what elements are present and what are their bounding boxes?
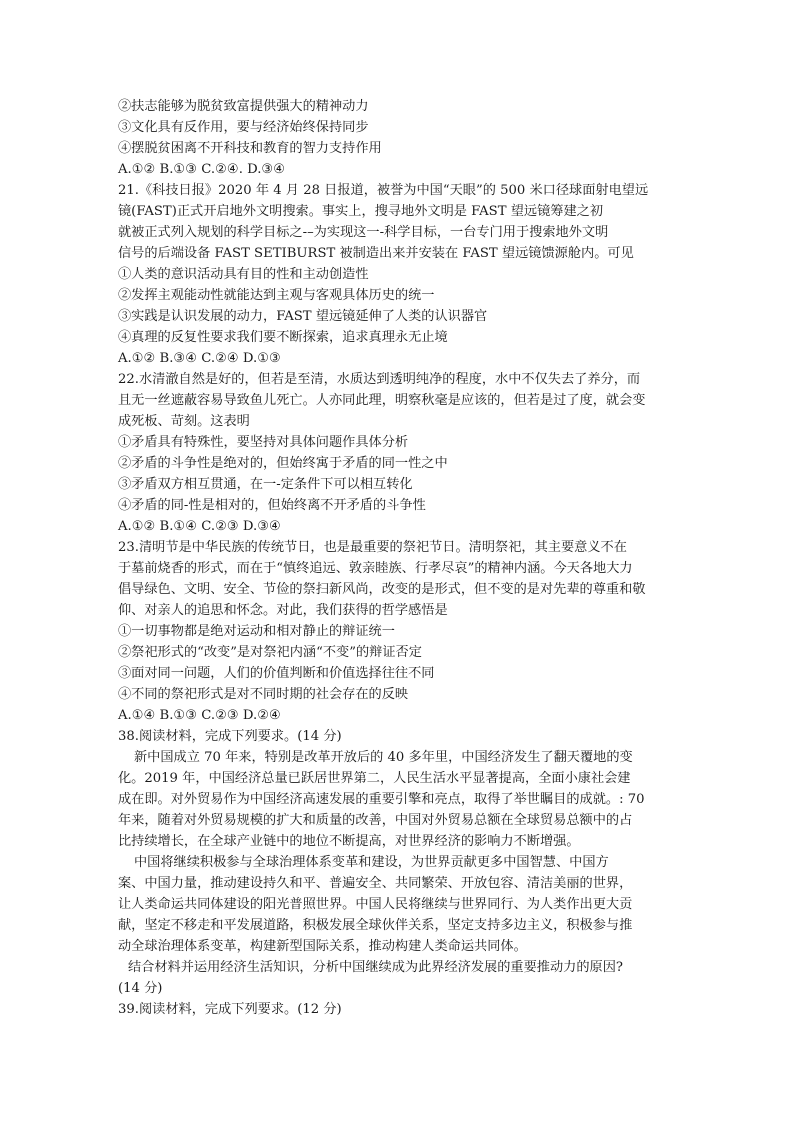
question-23-stem: 于墓前烧香的形式，而在于“慎终追远、敦亲睦族、行孝尽哀”的精神内涵。今天各地大力	[118, 561, 633, 576]
question-21-stem: 镜(FAST)正式开启地外文明搜索。事实上，搜寻地外文明是 FAST 望远镜筹建之初	[118, 204, 604, 219]
option-line: ④摆脱贫困离不开科技和教育的智力支持作用	[118, 141, 382, 156]
question-38-heading: 38.阅读材料，完成下列要求。(14 分)	[118, 729, 342, 744]
question-23-stem: 仰、对亲人的追思和怀念。对此，我们获得的哲学感悟是	[118, 603, 448, 618]
material-paragraph: 年来，随着对外贸易规模的扩大和质量的改善，中国对外贸易总额在全球贸易总额中的占	[118, 813, 633, 828]
option-line: ②祭祀形式的“改变”是对祭祀内涵“不变”的辩证否定	[118, 645, 422, 660]
question-21-stem: 信号的后端设备 FAST SETIBURST 被制造出来并安装在 FAST 望远镜馈源舱内。可见	[118, 246, 634, 261]
option-line: ③实践是认识发展的动力，FAST 望远镜延伸了人类的认识器官	[118, 309, 488, 324]
material-paragraph: 案、中国力量，推动建设持久和平、普遍安全、共同繁荣、开放包容、清洁美丽的世界，	[118, 876, 633, 891]
option-line: ③矛盾双方相互贯通，在一-定条件下可以相互转化	[118, 477, 413, 492]
question-38-score: (14 分)	[118, 981, 163, 996]
answer-choices: A.①④ B.①③ C.②③ D.②④	[118, 708, 281, 723]
option-line: ③文化具有反作用，要与经济始终保持同步	[118, 120, 369, 135]
question-22-stem: 成死板、苛刻。这表明	[118, 414, 250, 429]
exam-text	[118, 96, 678, 1020]
option-line: ④不同的祭祀形式是对不同时期的社会存在的反映	[118, 687, 409, 702]
material-paragraph: 中国将继续积极参与全球治理体系变革和建设，为世界贡献更多中国智慧、中国方	[134, 855, 609, 870]
question-22-stem: 22.水清澈自然是好的，但若是至清，水质达到透明纯净的程度，水中不仅失去了养分，而	[118, 372, 641, 387]
option-line: ②发挥主观能动性就能达到主观与客观具体历史的统一	[118, 288, 435, 303]
option-line: ④矛盾的同-性是相对的，但始终离不开矛盾的斗争性	[118, 498, 426, 513]
material-paragraph: 化。2019 年，中国经济总量已跃居世界第二，人民生活水平显著提高，全面小康社会建	[118, 771, 631, 786]
answer-choices: A.①② B.①③ C.②④. D.③④	[118, 162, 286, 177]
option-line: ②扶志能够为脱贫致富提供强大的精神动力	[118, 99, 369, 114]
answer-choices: A.①② B.①④ C.②③ D.③④	[118, 519, 281, 534]
material-paragraph: 比持续增长，在全球产业链中的地位不断提高，对世界经济的影响力不断增强。	[118, 834, 580, 849]
question-21-stem: 21.《科技日报》2020 年 4 月 28 日报道，被誉为中国“天眼”的 500 米口径球面射电望远	[118, 183, 649, 198]
material-paragraph: 新中国成立 70 年来，特别是改革开放后的 40 多年里，中国经济发生了翻天覆地的变	[134, 750, 633, 765]
material-paragraph: 成在即。对外贸易作为中国经济高速发展的重要引擎和亮点，取得了举世瞩目的成就。: 70	[118, 792, 645, 807]
question-39-heading: 39.阅读材料，完成下列要求。(12 分)	[118, 1002, 342, 1017]
material-paragraph: 让人类命运共同体建设的阳光普照世界。中国人民将继续与世界同行、为人类作出更大贡	[118, 897, 633, 912]
option-line: ①矛盾具有特殊性，要坚持对具体问题作具体分析	[118, 435, 409, 450]
option-line: ③面对同一问题，人们的价值判断和价值选择往往不同	[118, 666, 435, 681]
question-21-stem: 就被正式列入规划的科学目标之-–为实现这一-科学目标，一台专门用于搜索地外文明	[118, 225, 609, 240]
question-38-task: 结合材料并运用经济生活知识，分析中国继续成为此界经济发展的重要推动力的原因?	[128, 960, 624, 975]
option-line: ④真理的反复性要求我们要不断探索，追求真理永无止境	[118, 330, 448, 345]
option-line: ①人类的意识活动具有目的性和主动创造性	[118, 267, 369, 282]
question-23-stem: 倡导绿色、文明、安全、节俭的祭扫新风尚，改变的是形式，但不变的是对先辈的尊重和敬	[118, 582, 646, 597]
option-line: ②矛盾的斗争性是绝对的，但始终寓于矛盾的同一性之中	[118, 456, 448, 471]
question-23-stem: 23.清明节是中华民族的传统节日，也是最重要的祭祀节日。清明祭祀，其主要意义不在	[118, 540, 627, 555]
material-paragraph: 动全球治理体系变革，构建新型国际关系，推动构建人类命运共同体。	[118, 939, 527, 954]
answer-choices: A.①② B.③④ C.②④ D.①③	[118, 351, 281, 366]
question-22-stem: 且无一丝遮蔽容易导致鱼儿死亡。人亦同此理，明察秋毫是应该的，但若是过了度，就会变	[118, 393, 646, 408]
option-line: ①一切事物都是绝对运动和相对静止的辩证统一	[118, 624, 395, 639]
material-paragraph: 献，坚定不移走和平发展道路，积极发展全球伙伴关系，坚定支持多边主义，积极参与推	[118, 918, 633, 933]
